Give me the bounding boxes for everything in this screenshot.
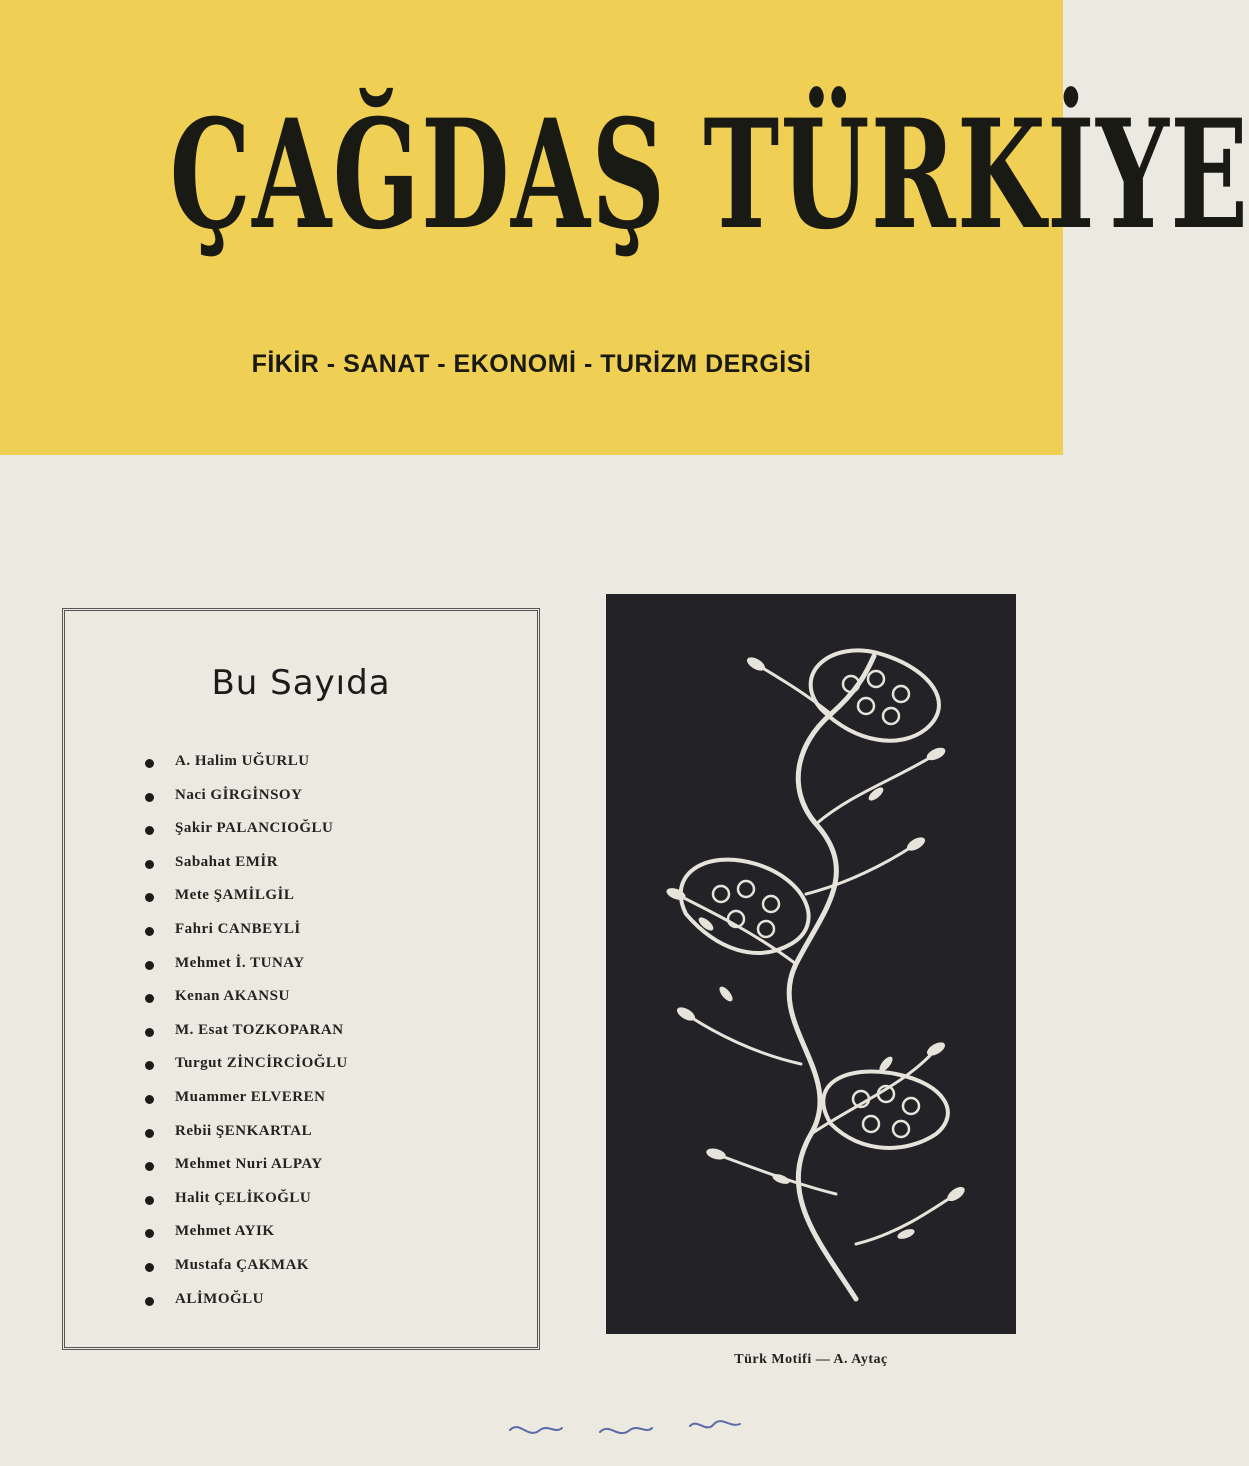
author-name: Şakir PALANCIOĞLU <box>175 820 334 837</box>
magazine-subtitle: FİKİR - SANAT - EKONOMİ - TURİZM DERGİSİ <box>251 350 812 378</box>
author-name: Mehmet AYIK <box>175 1223 275 1240</box>
floral-motif-art <box>606 594 1016 1334</box>
author-item <box>145 1148 348 1182</box>
author-name: A. Halim UĞURLU <box>175 753 310 769</box>
bullet-icon <box>145 1263 154 1272</box>
author-item <box>145 980 348 1014</box>
bullet-icon <box>145 1028 154 1037</box>
bullet-icon <box>145 961 154 970</box>
author-name: Sabahat EMİR <box>175 853 279 870</box>
illustration-caption: Türk Motifi — A. Aytaç <box>734 1352 888 1367</box>
author-name: Fahri CANBEYLİ <box>175 920 301 937</box>
author-name: M. Esat TOZKOPARAN <box>175 1021 344 1038</box>
author-item <box>145 1249 348 1283</box>
bullet-icon <box>145 927 154 936</box>
author-name: Muammer ELVEREN <box>175 1088 326 1105</box>
author-item <box>145 812 348 846</box>
author-name: Mustafa ÇAKMAK <box>175 1256 310 1273</box>
author-item <box>145 1182 348 1216</box>
author-item <box>145 1014 348 1048</box>
author-name: Kenan AKANSU <box>175 988 290 1005</box>
bullet-icon <box>145 1297 154 1306</box>
author-item <box>145 1081 348 1115</box>
contents-heading: Bu Sayıda <box>211 663 391 703</box>
contents-box <box>62 608 540 1350</box>
author-item <box>145 913 348 947</box>
author-item <box>145 1115 348 1149</box>
author-name: Rebii ŞENKARTAL <box>175 1122 313 1139</box>
author-name: Halit ÇELİKOĞLU <box>175 1189 312 1206</box>
turkish-motif-illustration <box>606 594 1016 1334</box>
author-item <box>145 1215 348 1249</box>
author-name: Mehmet İ. TUNAY <box>175 954 305 971</box>
bullet-icon <box>145 893 154 902</box>
bullet-icon <box>145 759 154 768</box>
bullet-icon <box>145 1229 154 1238</box>
bullet-icon <box>145 1061 154 1070</box>
author-name: Naci GİRGİNSOY <box>175 786 303 803</box>
author-item <box>145 846 348 880</box>
author-name: Turgut ZİNCİRCİOĞLU <box>175 1055 348 1072</box>
author-name: Mehmet Nuri ALPAY <box>175 1156 323 1173</box>
author-item <box>145 1283 348 1317</box>
author-item <box>145 947 348 981</box>
magazine-title: ÇAĞDAŞ TÜRKİYE <box>169 87 1249 263</box>
bullet-icon <box>145 1196 154 1205</box>
author-item <box>145 879 348 913</box>
author-name: Mete ŞAMİLGİL <box>175 887 295 904</box>
bullet-icon <box>145 1095 154 1104</box>
bullet-icon <box>145 860 154 869</box>
bullet-icon <box>145 1162 154 1171</box>
bullet-icon <box>145 994 154 1003</box>
author-item <box>145 745 348 779</box>
bullet-icon <box>145 1129 154 1138</box>
author-name: ALİMOĞLU <box>175 1290 265 1307</box>
author-item <box>145 1047 348 1081</box>
author-list <box>145 745 348 1316</box>
handwritten-marks <box>500 1400 760 1450</box>
bullet-icon <box>145 793 154 802</box>
bullet-icon <box>145 826 154 835</box>
author-item <box>145 779 348 813</box>
